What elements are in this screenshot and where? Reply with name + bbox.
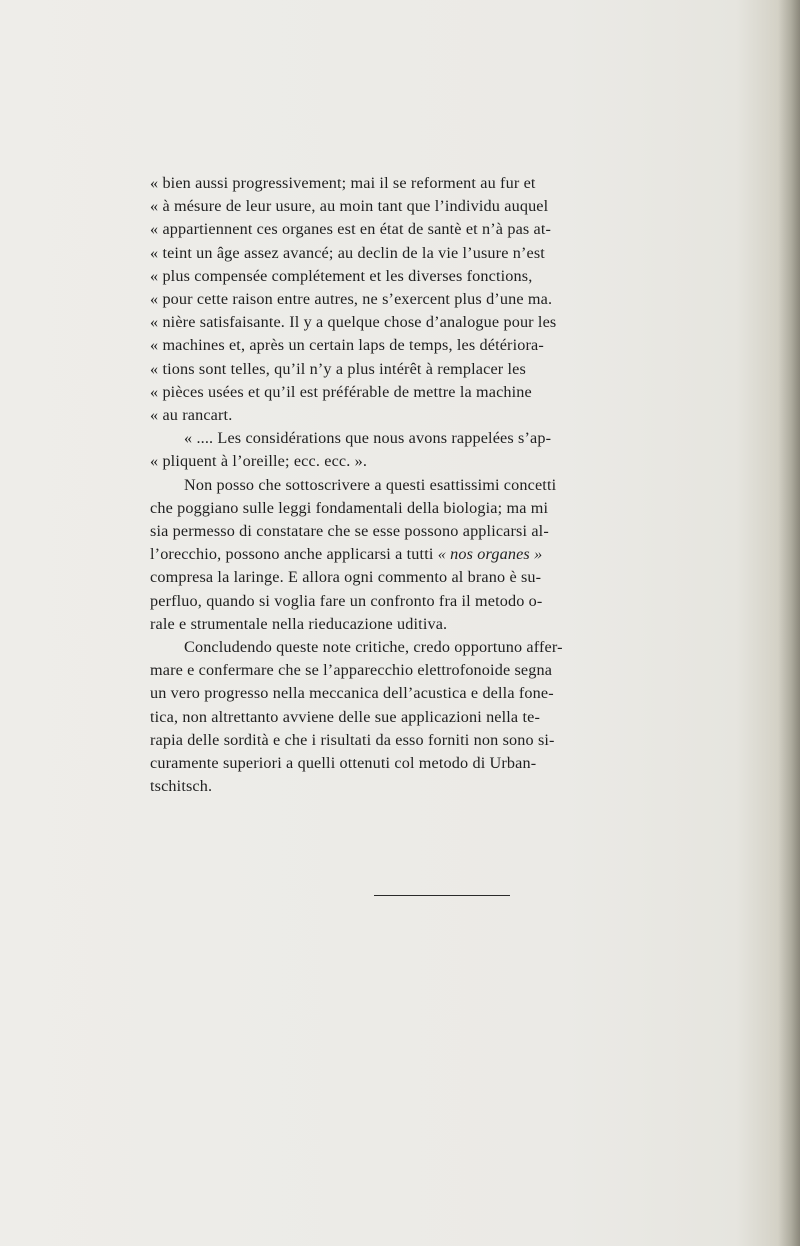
quote-paragraph-continued [150, 427, 715, 473]
text-line: « pliquent à l’oreille; ecc. ecc. ». [150, 452, 368, 471]
text-segment: l’orecchio, possono anche applicarsi a tutti [150, 545, 438, 564]
text-line: « au rancart. [150, 406, 233, 425]
quote-paragraph [150, 172, 715, 427]
text-line: « teint un âge assez avancé; au declin de la vie l’usure n’est [150, 243, 545, 262]
text-line: « nière satisfaisante. Il y a quelque chose d’analogue pour les [150, 313, 557, 332]
text-line: « plus compensée complétement et les diverses fonctions, [150, 266, 533, 285]
text-line: « machines et, après un certain laps de temps, les détériora- [150, 336, 544, 355]
text-line: « bien aussi progressivement; mai il se reforment au fur et [150, 174, 536, 192]
text-line: curamente superiori a quelli ottenuti col metodo di Urban- [150, 754, 537, 773]
commentary-paragraph [150, 474, 715, 636]
page-edge-shadow [778, 0, 800, 1246]
text-line: rale e strumentale nella rieducazione uditiva. [150, 614, 448, 633]
section-end-rule [374, 895, 510, 896]
text-line: « à mésure de leur usure, au moin tant que l’individu auquel [150, 197, 549, 216]
text-line-with-italic [150, 543, 715, 566]
text-line: mare e confermare che se l’apparecchio elettrofonoide segna [150, 661, 553, 680]
text-line: che poggiano sulle leggi fondamentali della biologia; ma mi [150, 498, 549, 517]
text-line: tica, non altrettanto avviene delle sue applicazioni nella te- [150, 707, 540, 726]
text-line: « pour cette raison entre autres, ne s’exercent plus d’une ma. [150, 290, 553, 309]
text-line: « pièces usées et qu’il est préférable de mettre la machine [150, 382, 532, 401]
italic-phrase: « nos organes » [437, 545, 543, 564]
text-line: « tions sont telles, qu’il n’y a plus intérêt à remplacer les [150, 359, 526, 378]
text-line: compresa la laringe. E allora ogni commento al brano è su- [150, 568, 542, 587]
text-line: « .... Les considérations que nous avons rappelées s’ap- [184, 429, 552, 448]
text-line: un vero progresso nella meccanica dell’acustica e della fone- [150, 684, 554, 703]
text-line: tschitsch. [150, 777, 213, 796]
text-line: Concludendo queste note critiche, credo opportuno affer- [184, 638, 563, 657]
text-line: « appartiennent ces organes est en état de santè et n’à pas at- [150, 220, 552, 239]
conclusion-paragraph [150, 636, 715, 798]
text-line: Non posso che sottoscrivere a questi esattissimi concetti [184, 475, 557, 494]
text-line: sia permesso di constatare che se esse possono applicarsi al- [150, 522, 549, 541]
text-line: rapia delle sordità e che i risultati da esso forniti non sono si- [150, 730, 555, 749]
text-line: perfluo, quando si voglia fare un confronto fra il metodo o- [150, 591, 543, 610]
document-body [150, 172, 715, 798]
